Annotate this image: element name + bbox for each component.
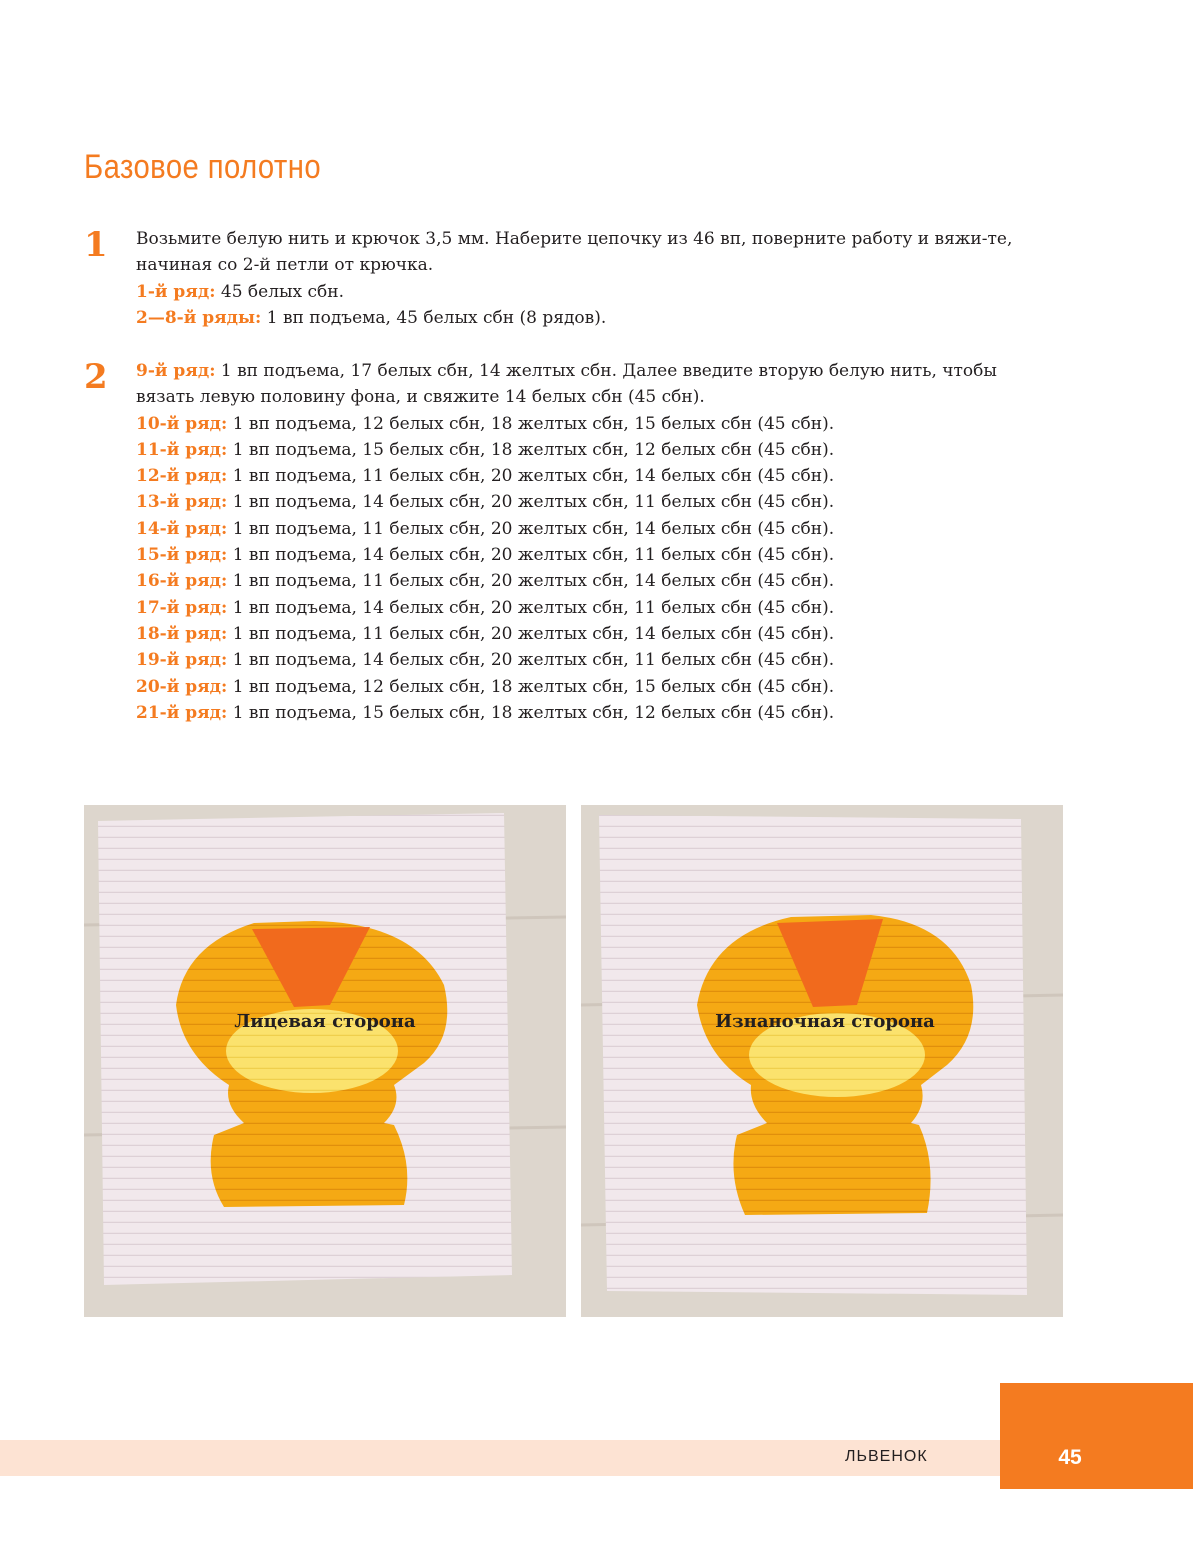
row-text: 1 вп подъема, 45 белых сбн (8 рядов). [261, 307, 607, 328]
row-line [136, 516, 1056, 542]
row-label: 2—8-й ряды: [136, 307, 262, 328]
row-line [136, 674, 1056, 700]
row-label: 15-й ряд: [136, 545, 228, 566]
row-line [136, 305, 1056, 331]
row-line [136, 647, 1056, 673]
front-side-caption: Лицевая сторона [234, 1011, 416, 1032]
row-label: 17-й ряд: [136, 597, 228, 618]
row-text: 1 вп подъема, 12 белых сбн, 18 желтых сбн, 15 белых сбн (45 сбн). [227, 413, 835, 434]
step-number: 2 [84, 357, 108, 397]
section-title: Базовое полотно [84, 148, 322, 186]
row-text: 1 вп подъема, 14 белых сбн, 20 желтых сбн, 11 белых сбн (45 сбн). [227, 492, 835, 513]
row-line [136, 542, 1056, 568]
row-text: 1 вп подъема, 11 белых сбн, 20 желтых сбн, 14 белых сбн (45 сбн). [227, 518, 835, 539]
row-label: 14-й ряд: [136, 518, 228, 539]
row-line [136, 621, 1056, 647]
row-line [136, 411, 1056, 437]
row-text: 1 вп подъема, 14 белых сбн, 20 желтых сбн, 11 белых сбн (45 сбн). [227, 597, 835, 618]
step-1 [84, 226, 1064, 336]
row-label: 9-й ряд: [136, 361, 216, 381]
row-line [136, 700, 1056, 726]
row-label: 12-й ряд: [136, 466, 228, 487]
row-text: 1 вп подъема, 15 белых сбн, 18 желтых сбн, 12 белых сбн (45 сбн). [227, 439, 835, 460]
row-line [136, 463, 1056, 489]
row-label: 21-й ряд: [136, 702, 228, 723]
row-label: 11-й ряд: [136, 439, 228, 460]
step-body [136, 358, 1056, 726]
row-line [136, 595, 1056, 621]
row-text: 45 белых сбн. [215, 281, 345, 302]
row-label: 1-й ряд: [136, 281, 216, 302]
step-body [136, 226, 1056, 331]
step-number: 1 [84, 225, 108, 265]
row-text: 1 вп подъема, 17 белых сбн, 14 желтых сбн. Далее введите вторую белую нить, чтобы вязать левую половину фона, и свяжите 14 белых сбн (45 сбн). [136, 361, 997, 408]
row-line [136, 437, 1056, 463]
row-line [136, 568, 1056, 594]
row-line [136, 279, 1056, 305]
row-text: 1 вп подъема, 15 белых сбн, 18 желтых сбн, 12 белых сбн (45 сбн). [227, 702, 835, 723]
row-text: 1 вп подъема, 14 белых сбн, 20 желтых сбн, 11 белых сбн (45 сбн). [227, 650, 835, 671]
row-label: 19-й ряд: [136, 650, 228, 671]
row-text: 1 вп подъема, 12 белых сбн, 18 желтых сбн, 15 белых сбн (45 сбн). [227, 676, 835, 697]
row-text: 1 вп подъема, 11 белых сбн, 20 желтых сбн, 14 белых сбн (45 сбн). [227, 571, 835, 592]
row-text: 1 вп подъема, 14 белых сбн, 20 желтых сбн, 11 белых сбн (45 сбн). [227, 545, 835, 566]
row-label: 10-й ряд: [136, 413, 228, 434]
row-label: 13-й ряд: [136, 492, 228, 513]
step-2 [84, 358, 1064, 738]
step-intro: Возьмите белую нить и крючок 3,5 мм. Наберите цепочку из 46 вп, поверните работу и вяжи-те, начиная со 2-й петли от крючка. [136, 229, 1013, 276]
front-side-photo [84, 805, 566, 1317]
row-line [136, 358, 1056, 411]
page-number: 45 [1058, 1446, 1082, 1469]
row-label: 20-й ряд: [136, 676, 228, 697]
chapter-label: ЛЬВЕНОК [845, 1448, 928, 1465]
row-text: 1 вп подъема, 11 белых сбн, 20 желтых сбн, 14 белых сбн (45 сбн). [227, 466, 835, 487]
row-text: 1 вп подъема, 11 белых сбн, 20 желтых сбн, 14 белых сбн (45 сбн). [227, 623, 835, 644]
row-line [136, 489, 1056, 515]
row-label: 18-й ряд: [136, 623, 228, 644]
row-label: 16-й ряд: [136, 571, 228, 592]
back-side-photo [581, 805, 1063, 1317]
back-side-caption: Изнаночная сторона [715, 1011, 935, 1032]
